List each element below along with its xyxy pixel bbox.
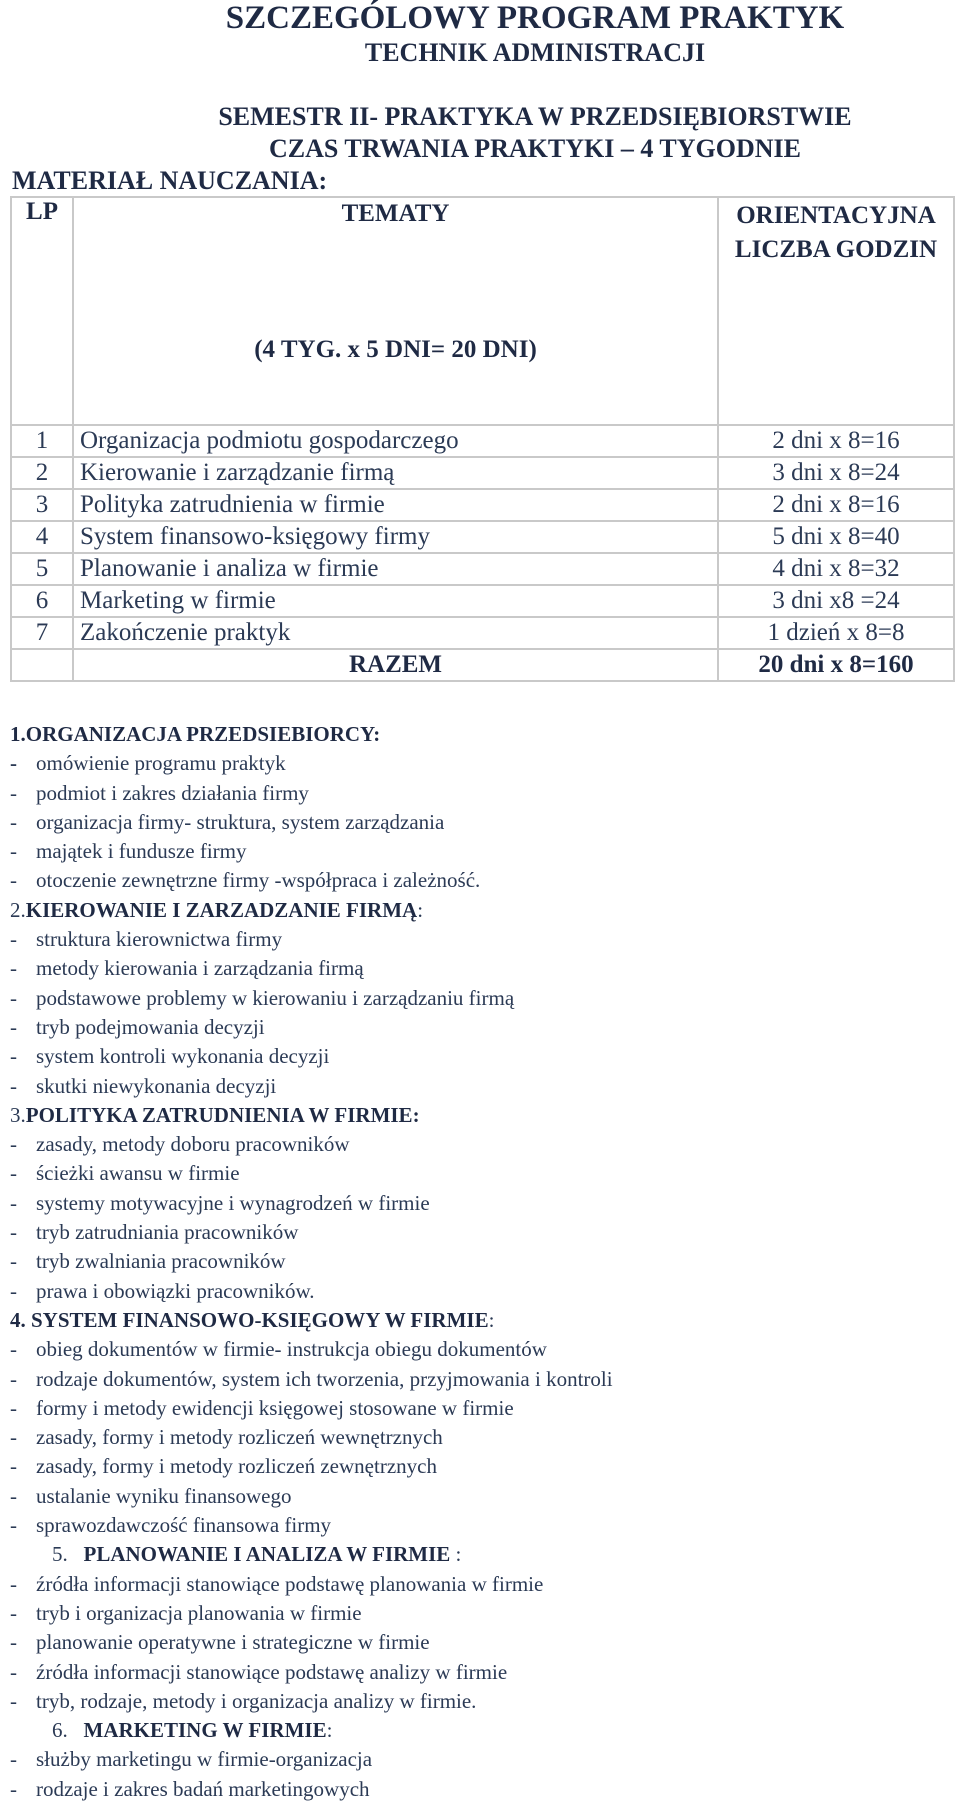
row-hours: 1 dzień x 8=8 bbox=[718, 617, 954, 649]
dash: - bbox=[10, 1366, 17, 1391]
list-item bbox=[10, 1570, 950, 1599]
dash: - bbox=[10, 1073, 17, 1098]
dash: - bbox=[10, 927, 17, 952]
section-3-title bbox=[10, 1101, 950, 1130]
dash: - bbox=[10, 1395, 17, 1420]
section-number: 5. bbox=[52, 1542, 68, 1567]
list-item bbox=[10, 1775, 950, 1804]
row-topic: System finansowo-księgowy firmy bbox=[73, 521, 718, 553]
list-item bbox=[10, 1130, 950, 1159]
item-text: ścieżki awansu w firmie bbox=[36, 1161, 240, 1186]
dash: - bbox=[10, 1132, 17, 1157]
row-lp: 5 bbox=[11, 553, 73, 585]
item-text: systemy motywacyjne i wynagrodzeń w firmie bbox=[36, 1190, 430, 1215]
dash: - bbox=[10, 1454, 17, 1479]
section-title-text: KIEROWANIE I ZARZADZANIE FIRMĄ bbox=[25, 897, 418, 922]
row-lp: 3 bbox=[11, 489, 73, 521]
dash: - bbox=[10, 1161, 17, 1186]
item-text: sprawozdawczość finansowa firmy bbox=[36, 1513, 332, 1538]
section-suffix: : bbox=[326, 1718, 333, 1743]
section-4-title bbox=[10, 1306, 950, 1335]
row-topic: Kierowanie i zarządzanie firmą bbox=[73, 457, 718, 489]
row-hours: 4 dni x 8=32 bbox=[718, 553, 954, 585]
topics-note: (4 TYG. x 5 DNI= 20 DNI) bbox=[254, 336, 537, 363]
list-item bbox=[10, 1277, 950, 1306]
list-item bbox=[10, 1745, 950, 1774]
dash: - bbox=[10, 1513, 17, 1538]
dash: - bbox=[10, 1044, 17, 1069]
item-text: tryb podejmowania decyzji bbox=[36, 1014, 265, 1039]
item-text: prawa i obowiązki pracowników. bbox=[36, 1278, 315, 1303]
program-content bbox=[10, 720, 950, 1804]
list-item bbox=[10, 1628, 950, 1657]
hours-label-line1: ORIENTACYJNA bbox=[736, 202, 936, 229]
dash: - bbox=[10, 1747, 17, 1772]
list-item bbox=[10, 1482, 950, 1511]
item-text: tryb zatrudniania pracowników bbox=[36, 1220, 299, 1245]
list-item bbox=[10, 808, 950, 837]
section-title-text: 4. SYSTEM FINANSOWO-KSIĘGOWY W FIRMIE bbox=[10, 1307, 489, 1332]
item-text: skutki niewykonania decyzji bbox=[36, 1073, 277, 1098]
list-item bbox=[10, 1013, 950, 1042]
section-1-title: 1.ORGANIZACJA PRZEDSIEBIORCY: bbox=[10, 722, 381, 746]
list-item bbox=[10, 925, 950, 954]
section-5-title bbox=[10, 1540, 950, 1569]
material-heading: MATERIAŁ NAUCZANIA: bbox=[12, 166, 328, 195]
dash: - bbox=[10, 1249, 17, 1274]
item-text: organizacja firmy- struktura, system zarządzania bbox=[36, 809, 445, 834]
section-2-title bbox=[10, 896, 950, 925]
table-row bbox=[11, 585, 954, 617]
section-title-text: MARKETING W FIRMIE bbox=[83, 1718, 327, 1743]
section-title-text: POLITYKA ZATRUDNIENIA W FIRMIE: bbox=[25, 1102, 420, 1127]
row-hours: 2 dni x 8=16 bbox=[718, 489, 954, 521]
list-item bbox=[10, 984, 950, 1013]
row-lp: 1 bbox=[11, 425, 73, 457]
item-text: rodzaje dokumentów, system ich tworzenia, przyjmowania i kontroli bbox=[36, 1366, 613, 1391]
dash: - bbox=[10, 1425, 17, 1450]
total-value: 20 dni x 8=160 bbox=[718, 649, 954, 681]
column-header-hours bbox=[718, 197, 954, 425]
list-item bbox=[10, 1452, 950, 1481]
list-item bbox=[10, 866, 950, 895]
table-row bbox=[11, 457, 954, 489]
table-row bbox=[11, 617, 954, 649]
dash: - bbox=[10, 1278, 17, 1303]
item-text: obieg dokumentów w firmie- instrukcja obiegu dokumentów bbox=[36, 1337, 547, 1362]
dash: - bbox=[10, 1600, 17, 1625]
item-text: system kontroli wykonania decyzji bbox=[36, 1044, 330, 1069]
item-text: zasady, formy i metody rozliczeń zewnętrznych bbox=[36, 1454, 437, 1479]
row-lp: 2 bbox=[11, 457, 73, 489]
item-text: podmiot i zakres działania firmy bbox=[36, 780, 309, 805]
list-item bbox=[10, 1423, 950, 1452]
table-row bbox=[11, 489, 954, 521]
item-text: zasady, formy i metody rozliczeń wewnętrznych bbox=[36, 1425, 443, 1450]
row-hours: 3 dni x 8=24 bbox=[718, 457, 954, 489]
row-lp: 6 bbox=[11, 585, 73, 617]
list-item bbox=[10, 1218, 950, 1247]
list-item bbox=[10, 1159, 950, 1188]
dash: - bbox=[10, 1220, 17, 1245]
semester-heading: SEMESTR II- PRAKTYKA W PRZEDSIĘBIORSTWIE bbox=[218, 102, 852, 131]
dash: - bbox=[10, 868, 17, 893]
section-6-title bbox=[10, 1716, 950, 1745]
document-subtitle: TECHNIK ADMINISTRACJI bbox=[364, 38, 706, 67]
section-title-text: PLANOWANIE I ANALIZA W FIRMIE bbox=[83, 1542, 451, 1567]
program-table bbox=[10, 196, 955, 682]
list-item bbox=[10, 779, 950, 808]
dash: - bbox=[10, 985, 17, 1010]
row-lp: 7 bbox=[11, 617, 73, 649]
item-text: tryb i organizacja planowania w firmie bbox=[36, 1600, 362, 1625]
item-text: rodzaje i zakres badań marketingowych bbox=[36, 1776, 370, 1801]
total-row bbox=[11, 649, 954, 681]
duration-heading: CZAS TRWANIA PRAKTYKI – 4 TYGODNIE bbox=[269, 134, 801, 163]
list-item bbox=[10, 1189, 950, 1218]
list-item bbox=[10, 1335, 950, 1364]
row-topic: Planowanie i analiza w firmie bbox=[73, 553, 718, 585]
list-item bbox=[10, 749, 950, 778]
list-item bbox=[10, 1247, 950, 1276]
row-topic: Marketing w firmie bbox=[73, 585, 718, 617]
item-text: źródła informacji stanowiące podstawę analizy w firmie bbox=[36, 1659, 508, 1684]
list-item bbox=[10, 1072, 950, 1101]
dash: - bbox=[10, 1659, 17, 1684]
dash: - bbox=[10, 1014, 17, 1039]
list-item bbox=[10, 1365, 950, 1394]
item-text: podstawowe problemy w kierowaniu i zarządzaniu firmą bbox=[36, 985, 515, 1010]
total-empty-cell bbox=[11, 649, 73, 681]
item-text: tryb, rodzaje, metody i organizacja analizy w firmie. bbox=[36, 1688, 477, 1713]
item-text: ustalanie wyniku finansowego bbox=[36, 1483, 292, 1508]
row-topic: Zakończenie praktyk bbox=[73, 617, 718, 649]
column-header-topics bbox=[73, 197, 718, 425]
item-text: majątek i fundusze firmy bbox=[36, 839, 247, 864]
dash: - bbox=[10, 1776, 17, 1801]
table-header-row bbox=[11, 197, 954, 425]
list-item bbox=[10, 1687, 950, 1716]
section-number: 2. bbox=[10, 897, 26, 922]
total-label: RAZEM bbox=[73, 649, 718, 681]
item-text: metody kierowania i zarządzania firmą bbox=[36, 956, 364, 981]
section-suffix: : bbox=[417, 897, 424, 922]
dash: - bbox=[10, 780, 17, 805]
row-hours: 3 dni x8 =24 bbox=[718, 585, 954, 617]
list-item bbox=[10, 1599, 950, 1628]
list-item bbox=[10, 954, 950, 983]
item-text: omówienie programu praktyk bbox=[36, 751, 286, 776]
list-item bbox=[10, 1511, 950, 1540]
item-text: zasady, metody doboru pracowników bbox=[36, 1132, 350, 1157]
section-number: 6. bbox=[52, 1718, 68, 1743]
item-text: planowanie operatywne i strategiczne w firmie bbox=[36, 1630, 430, 1655]
dash: - bbox=[10, 839, 17, 864]
dash: - bbox=[10, 1483, 17, 1508]
table-row bbox=[11, 553, 954, 585]
section-number: 3. bbox=[10, 1102, 26, 1127]
list-item bbox=[10, 837, 950, 866]
dash: - bbox=[10, 1571, 17, 1596]
row-hours: 5 dni x 8=40 bbox=[718, 521, 954, 553]
column-header-lp: LP bbox=[11, 197, 73, 425]
list-item bbox=[10, 1658, 950, 1687]
item-text: źródła informacji stanowiące podstawę planowania w firmie bbox=[36, 1571, 544, 1596]
table-row bbox=[11, 521, 954, 553]
row-topic: Polityka zatrudnienia w firmie bbox=[73, 489, 718, 521]
item-text: tryb zwalniania pracowników bbox=[36, 1249, 286, 1274]
row-topic: Organizacja podmiotu gospodarczego bbox=[73, 425, 718, 457]
dash: - bbox=[10, 1190, 17, 1215]
list-item bbox=[10, 1394, 950, 1423]
dash: - bbox=[10, 956, 17, 981]
list-item bbox=[10, 1042, 950, 1071]
section-suffix: : bbox=[450, 1542, 462, 1567]
row-lp: 4 bbox=[11, 521, 73, 553]
table-row bbox=[11, 425, 954, 457]
dash: - bbox=[10, 1630, 17, 1655]
item-text: otoczenie zewnętrzne firmy -współpraca i zależność. bbox=[36, 868, 481, 893]
section-suffix: : bbox=[488, 1307, 495, 1332]
hours-label-line2: LICZBA GODZIN bbox=[734, 236, 938, 263]
item-text: formy i metody ewidencji księgowej stosowane w firmie bbox=[36, 1395, 514, 1420]
document-title: SZCZEGÓLOWY PROGRAM PRAKTYK bbox=[225, 0, 845, 36]
item-text: struktura kierownictwa firmy bbox=[36, 927, 283, 952]
item-text: służby marketingu w firmie-organizacja bbox=[36, 1747, 373, 1772]
dash: - bbox=[10, 751, 17, 776]
dash: - bbox=[10, 1337, 17, 1362]
topics-label: TEMATY bbox=[341, 200, 450, 227]
dash: - bbox=[10, 809, 17, 834]
row-hours: 2 dni x 8=16 bbox=[718, 425, 954, 457]
dash: - bbox=[10, 1688, 17, 1713]
